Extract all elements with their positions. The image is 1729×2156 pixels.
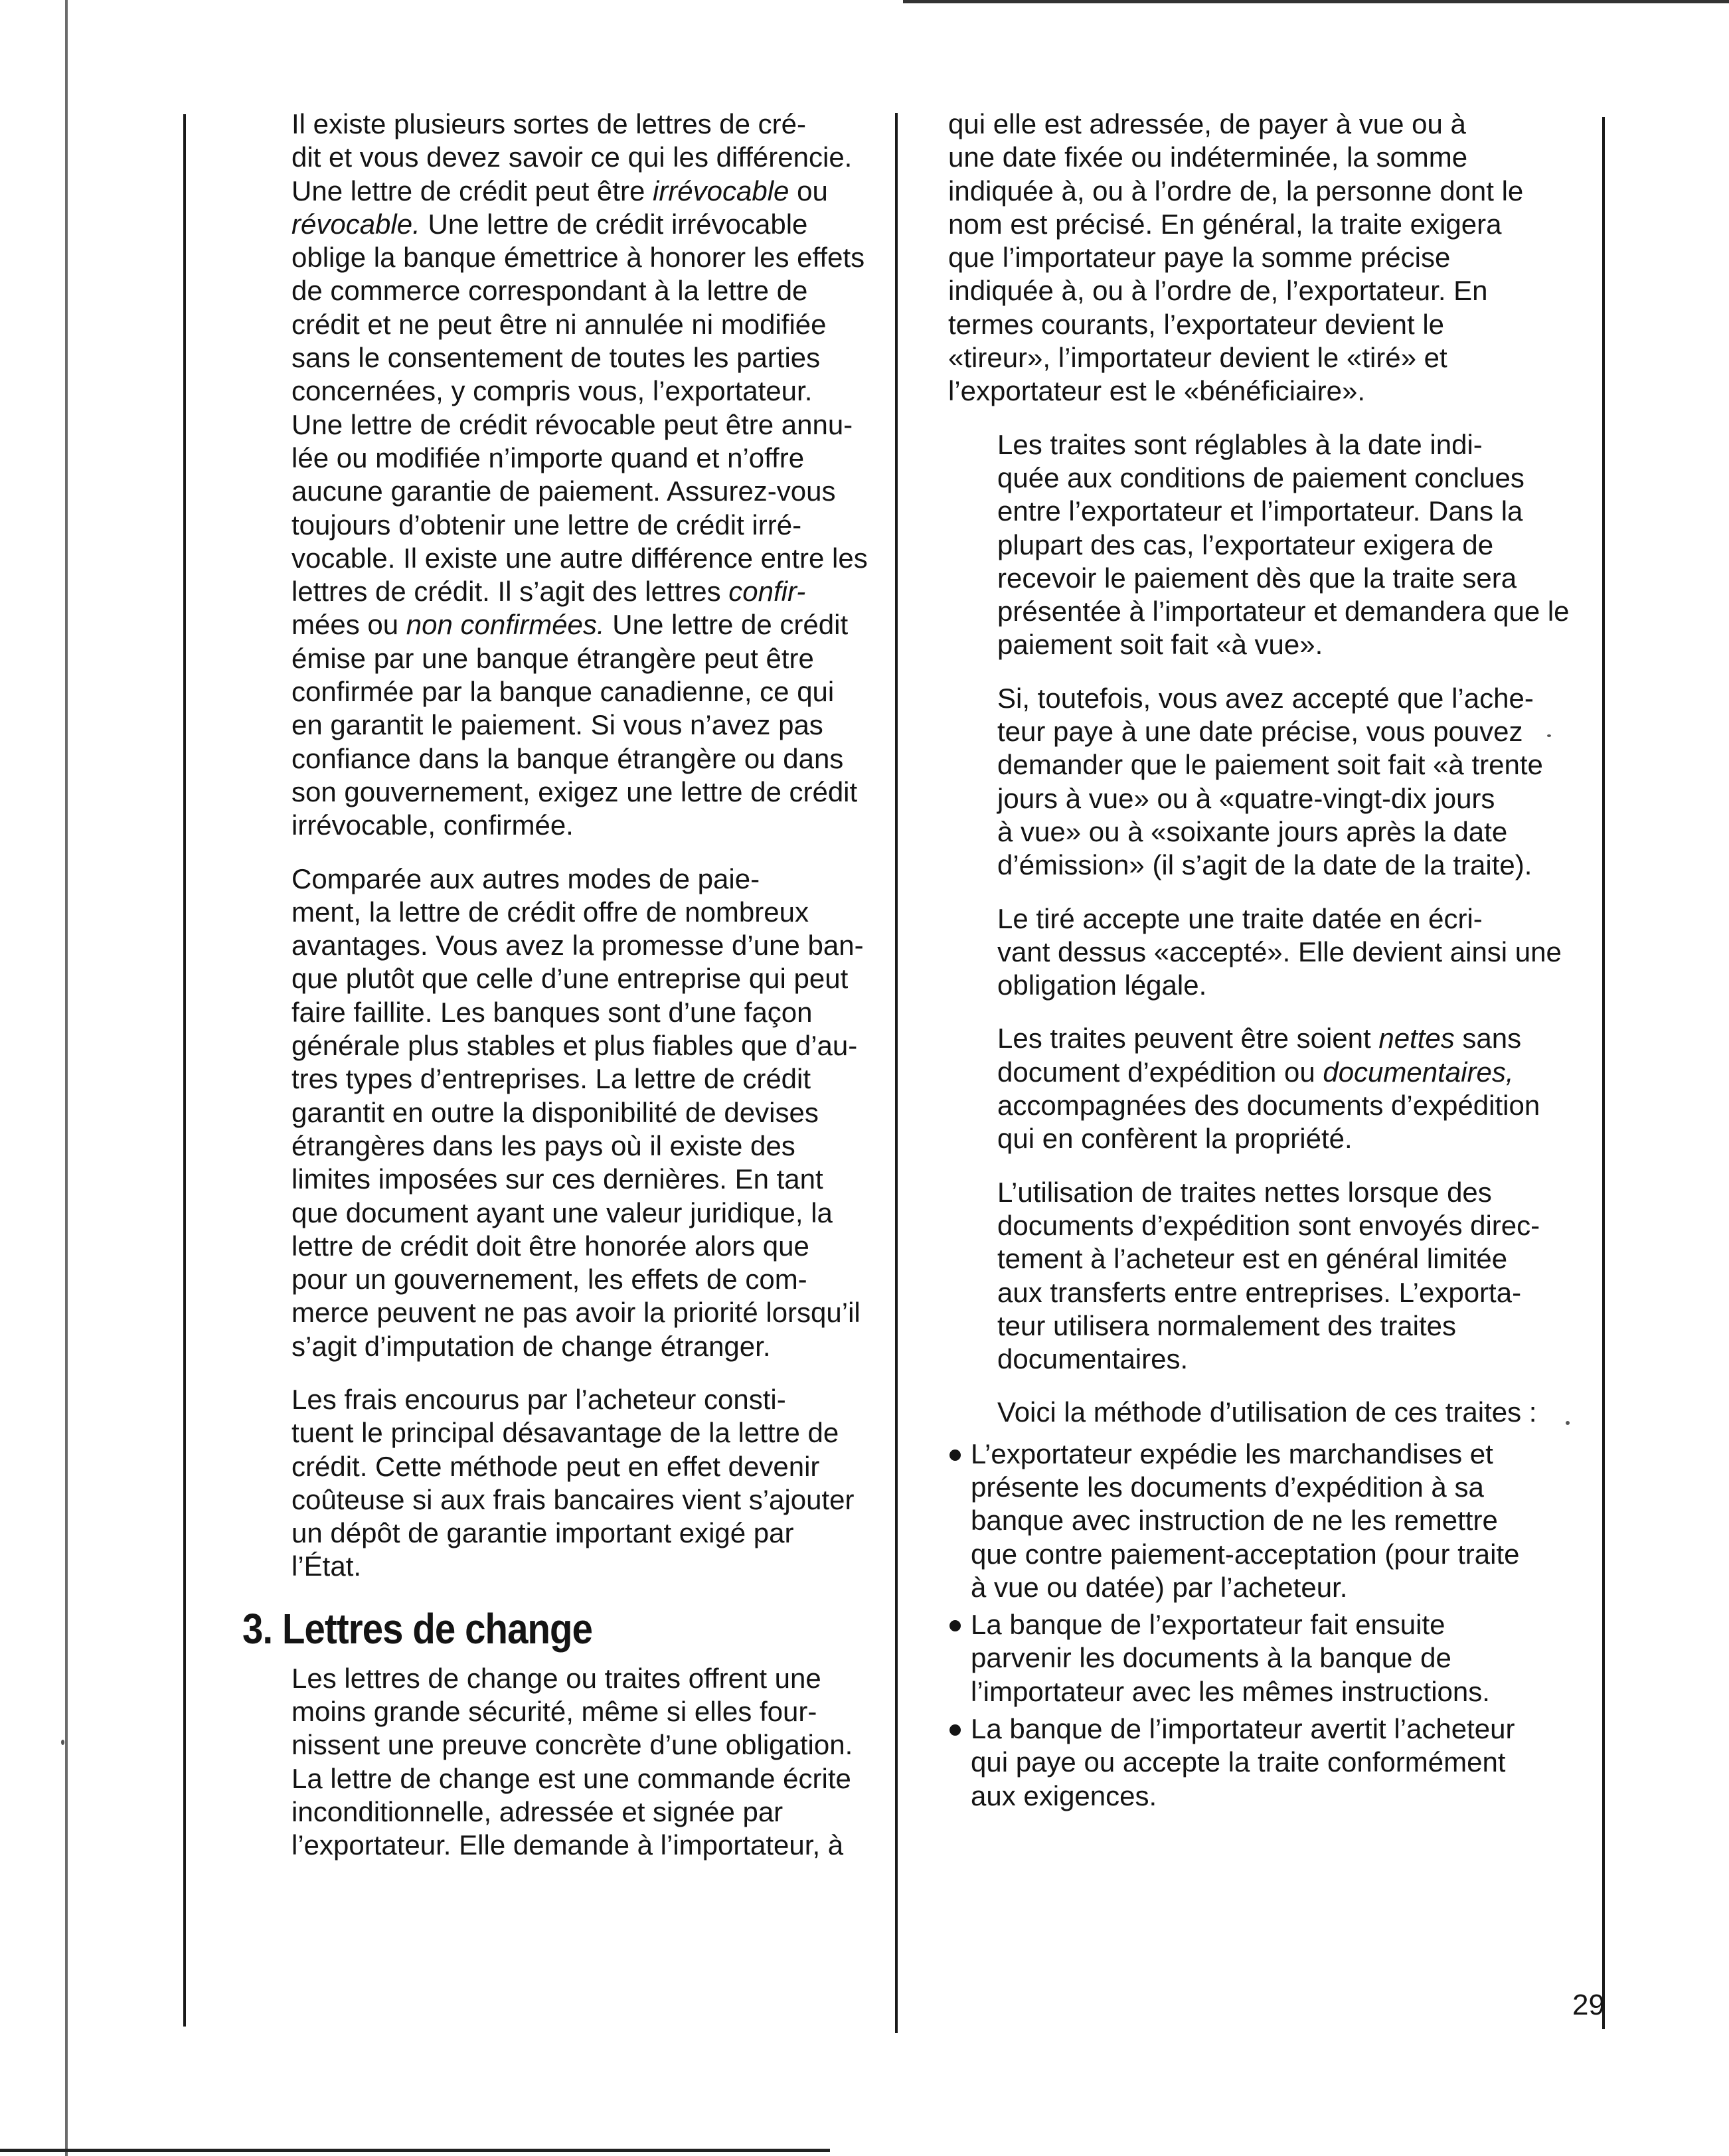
text-line: «tireur», l’importateur devient le «tiré» et [948,342,1447,374]
bottom-scan-edge [0,2149,830,2152]
text-line: jours à vue» ou à «quatre-vingt-dix jours [997,782,1495,814]
text-line: étrangères dans les pays où il existe des [291,1129,795,1161]
text-line: parvenir les documents à la banque de [971,1642,1451,1674]
text-line: demander que le paiement soit fait «à trente [997,749,1543,781]
text-line: moins grande sécurité, même si elles four- [291,1696,817,1728]
list-item [948,1712,1552,1813]
scan-speck [61,1740,64,1745]
scan-speck [1566,1421,1570,1425]
text-line: lettres de crédit. Il s’agit des lettres confir- [291,576,806,608]
text-line: nom est précisé. En général, la traite exigera [948,208,1502,240]
text-line: l’exportateur est le «bénéficiaire». [948,375,1366,407]
text-line: toujours d’obtenir une lettre de crédit irré- [291,509,802,540]
paragraph [948,428,1570,662]
bullet-icon [949,1620,961,1631]
text-line: garantit en outre la disponibilité de devises [291,1096,819,1128]
text-line: son gouvernement, exigez une lettre de crédit [291,776,858,807]
text-line: l’État. [291,1550,362,1582]
text-line: tres types d’entreprises. La lettre de crédit [291,1063,811,1095]
section-heading: 3. Lettres de change [242,1604,593,1653]
text-line: limites imposées sur ces dernières. En tant [291,1163,823,1195]
text-line: indiquée à, ou à l’ordre de, la personne dont le [948,175,1524,207]
text-line: Une lettre de crédit peut être irrévocable ou [291,175,828,207]
text-line: plupart des cas, l’exportateur exigera de [997,529,1494,560]
text-line: paiement soit fait «à vue». [997,629,1323,661]
text-line: Comparée aux autres modes de paie- [291,863,760,894]
text-line: à vue» ou à «soixante jours après la date [997,815,1508,847]
paragraph [242,1383,855,1584]
text-line: Les traites peuvent être soient nettes sans [997,1023,1522,1054]
text-line: teur utilisera normalement des traites [997,1309,1456,1341]
text-line: documentaires. [997,1343,1189,1375]
text-line: qui elle est adressée, de payer à vue ou à [948,108,1466,139]
paragraph [948,1176,1552,1376]
text-line: présente les documents d’expédition à sa [971,1471,1484,1503]
text-line: La banque de l’exportateur fait ensuite [971,1609,1445,1641]
right-margin-rule [1602,117,1605,2029]
text-line: dit et vous devez savoir ce qui les différencie. [291,141,853,173]
text-line: que contre paiement-acceptation (pour traite [971,1538,1520,1570]
text-line: entre l’exportateur et l’importateur. Dans la [997,495,1523,527]
left-scan-edge [65,0,68,2156]
text-line: oblige la banque émettrice à honorer les effets [291,242,865,274]
text-line: pour un gouvernement, les effets de com- [291,1264,807,1295]
text-line: L’exportateur expédie les marchandises et [971,1438,1493,1469]
text-line: aucune garantie de paiement. Assurez-vous [291,475,836,507]
text-line: lée ou modifiée n’importe quand et n’offre [291,442,805,473]
left-column [242,108,868,1882]
text-line: La banque de l’importateur avertit l’acheteur [971,1713,1515,1745]
text-line: que document ayant une valeur juridique, la [291,1197,833,1228]
paragraph [948,682,1552,882]
text-line: Les traites sont réglables à la date indi- [997,428,1483,460]
text-line: concernées, y compris vous, l’exportateur. [291,375,813,407]
text-line: aux transferts entre entreprises. L’exporta- [997,1276,1522,1308]
text-line: lettre de crédit doit être honorée alors que [291,1230,809,1262]
text-line: merce peuvent ne pas avoir la priorité lorsqu’il [291,1297,861,1329]
list-item [948,1438,1552,1604]
text-line: vant dessus «accepté». Elle devient ainsi une [997,936,1562,967]
paragraph [242,1662,853,1863]
text-line: qui paye ou accepte la traite conformément [971,1746,1506,1778]
text-line: document d’expédition ou documentaires, [997,1056,1514,1088]
text-line: documents d’expédition sont envoyés direc- [997,1209,1540,1241]
text-line: Les frais encourus par l’acheteur consti- [291,1383,786,1415]
text-line: présentée à l’importateur et demandera que le [997,596,1570,627]
text-line: La lettre de change est une commande écrite [291,1762,851,1794]
text-line: teur paye à une date précise, vous pouvez [997,716,1523,748]
text-line: ment, la lettre de crédit offre de nombreux [291,896,809,928]
text-line: émise par une banque étrangère peut être [291,642,814,674]
text-line: nissent une preuve concrète d’une obligation. [291,1729,853,1761]
page-number: 29 [1572,1989,1605,2021]
paragraph [948,1396,1552,1429]
text-line: vocable. Il existe une autre différence entre les [291,542,868,574]
text-line: Les lettres de change ou traites offrent une [291,1662,821,1694]
paragraph [948,902,1562,1003]
list-item [948,1608,1552,1708]
text-line: l’importateur avec les mêmes instructions. [971,1675,1490,1707]
text-line: de commerce correspondant à la lettre de [291,275,808,307]
text-line: à vue ou datée) par l’acheteur. [971,1571,1348,1603]
text-line: que plutôt que celle d’une entreprise qui peut [291,963,849,995]
text-line: Le tiré accepte une traite datée en écri- [997,902,1483,934]
text-line: sans le consentement de toutes les parties [291,342,821,374]
bullet-icon [949,1450,961,1461]
text-line: irrévocable, confirmée. [291,809,574,841]
text-line: aux exigences. [971,1780,1157,1811]
text-line: avantages. Vous avez la promesse d’une ban- [291,930,864,961]
paragraph [242,863,864,1363]
right-column [948,108,1570,1817]
column-divider-rule [895,113,898,2033]
text-line: Il existe plusieurs sortes de lettres de cré- [291,108,806,139]
text-line: quée aux conditions de paiement conclues [997,461,1524,493]
text-line: s’agit d’imputation de change étranger. [291,1330,771,1362]
paragraph [948,108,1552,408]
text-line: coûteuse si aux frais bancaires vient s’ajouter [291,1483,855,1515]
left-margin-rule [183,114,186,2027]
text-line: obligation légale. [997,969,1207,1001]
text-line: L’utilisation de traites nettes lorsque des [997,1176,1492,1208]
paragraph [948,1022,1552,1155]
text-line: termes courants, l’exportateur devient le [948,308,1445,340]
text-line: Si, toutefois, vous avez accepté que l’ache- [997,682,1534,714]
text-line: générale plus stables et plus fiables que d’au- [291,1030,858,1062]
text-line: Voici la méthode d’utilisation de ces traites : [997,1396,1537,1428]
text-line: en garantit le paiement. Si vous n’avez pas [291,709,823,741]
text-line: crédit. Cette méthode peut en effet devenir [291,1450,820,1482]
text-line: recevoir le paiement dès que la traite sera [997,562,1517,594]
text-line: inconditionnelle, adressée et signée par [291,1795,783,1827]
text-line: d’émission» (il s’agit de la date de la traite). [997,849,1532,881]
text-line: mées ou non confirmées. Une lettre de crédit [291,609,849,641]
text-line: tement à l’acheteur est en général limitée [997,1243,1508,1275]
text-line: que l’importateur paye la somme précise [948,242,1451,274]
text-line: confiance dans la banque étrangère ou dans [291,742,844,774]
text-line: tuent le principal désavantage de la lettre de [291,1417,839,1449]
bullet-list [948,1438,1552,1813]
text-line: faire faillite. Les banques sont d’une façon [291,996,813,1028]
text-line: qui en confèrent la propriété. [997,1123,1353,1155]
text-line: accompagnées des documents d’expédition [997,1090,1540,1121]
text-line: l’exportateur. Elle demande à l’importateur, à [291,1829,844,1861]
text-line: confirmée par la banque canadienne, ce qui [291,676,835,708]
bullet-icon [949,1724,961,1736]
text-line: crédit et ne peut être ni annulée ni modifiée [291,308,827,340]
top-scan-edge [903,0,1729,3]
paragraph [242,108,868,843]
text-line: une date fixée ou indéterminée, la somme [948,141,1468,173]
text-line: révocable. Une lettre de crédit irrévocable [291,208,808,240]
text-line: un dépôt de garantie important exigé par [291,1517,794,1549]
text-line: Une lettre de crédit révocable peut être annu- [291,408,853,440]
text-line: indiquée à, ou à l’ordre de, l’exportateur. En [948,275,1488,307]
text-line: banque avec instruction de ne les remettre [971,1505,1498,1536]
